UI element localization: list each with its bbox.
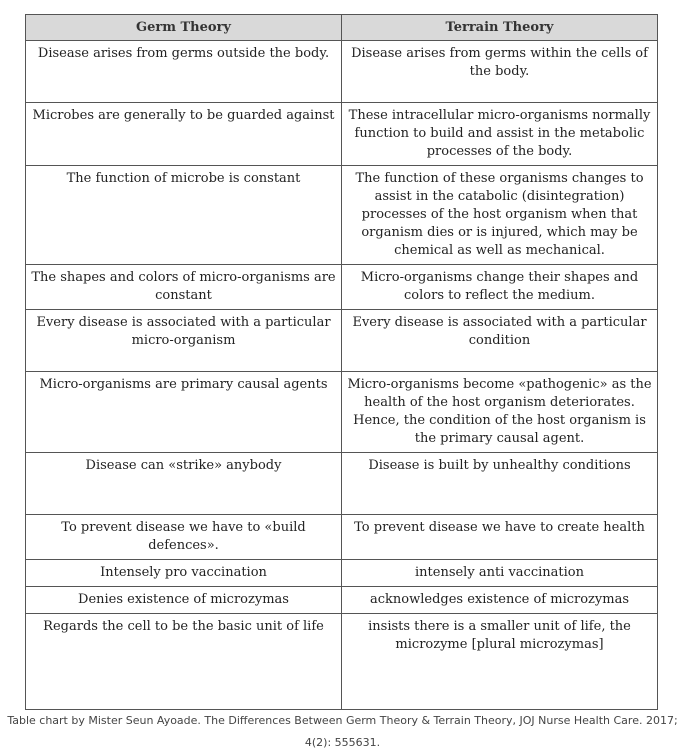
germ-cell: Disease arises from germs outside the body. [26, 41, 342, 103]
terrain-cell: Disease arises from germs within the cells of the body. [342, 41, 658, 103]
germ-cell: Denies existence of microzymas [26, 587, 342, 614]
terrain-cell: Every disease is associated with a particular condition [342, 310, 658, 372]
comparison-table [25, 14, 658, 710]
terrain-cell: Micro-organisms become «pathogenic» as the health of the host organism deteriorates. Hence, the condition of the host organism is the primary causal agent. [342, 372, 658, 453]
germ-cell: The shapes and colors of micro-organisms are constant [26, 265, 342, 310]
table-row [26, 372, 658, 453]
header-row [26, 15, 658, 41]
terrain-cell: Micro-organisms change their shapes and colors to reflect the medium. [342, 265, 658, 310]
germ-cell: Intensely pro vaccination [26, 560, 342, 587]
table-row [26, 310, 658, 372]
terrain-cell: Disease is built by unhealthy conditions [342, 453, 658, 515]
terrain-cell: acknowledges existence of microzymas [342, 587, 658, 614]
table-row [26, 515, 658, 560]
germ-cell: Micro-organisms are primary causal agents [26, 372, 342, 453]
table-row [26, 265, 658, 310]
terrain-cell: These intracellular micro-organisms normally function to build and assist in the metabolic processes of the body. [342, 103, 658, 166]
germ-cell: The function of microbe is constant [26, 166, 342, 265]
table-row [26, 614, 658, 710]
comparison-table-wrapper [25, 14, 657, 710]
table-row [26, 103, 658, 166]
germ-cell: Every disease is associated with a particular micro-organism [26, 310, 342, 372]
germ-cell: To prevent disease we have to «build defences». [26, 515, 342, 560]
header-terrain-theory: Terrain Theory [342, 15, 658, 41]
table-row [26, 166, 658, 265]
table-row [26, 453, 658, 515]
header-germ-theory: Germ Theory [26, 15, 342, 41]
germ-cell: Disease can «strike» anybody [26, 453, 342, 515]
germ-cell: Microbes are generally to be guarded against [26, 103, 342, 166]
table-row [26, 560, 658, 587]
terrain-cell: The function of these organisms changes to assist in the catabolic (disintegration) processes of the host organism when that organism dies or is injured, which may be chemical as well as mechanical. [342, 166, 658, 265]
terrain-cell: To prevent disease we have to create health [342, 515, 658, 560]
table-row [26, 41, 658, 103]
terrain-cell: intensely anti vaccination [342, 560, 658, 587]
terrain-cell: insists there is a smaller unit of life, the microzyme [plural microzymas] [342, 614, 658, 710]
germ-cell: Regards the cell to be the basic unit of life [26, 614, 342, 710]
table-caption: Table chart by Mister Seun Ayoade. The Differences Between Germ Theory & Terrain Theory, JOJ Nurse Health Care. 2017; 4(2): 555631. [7, 714, 678, 749]
table-row [26, 587, 658, 614]
